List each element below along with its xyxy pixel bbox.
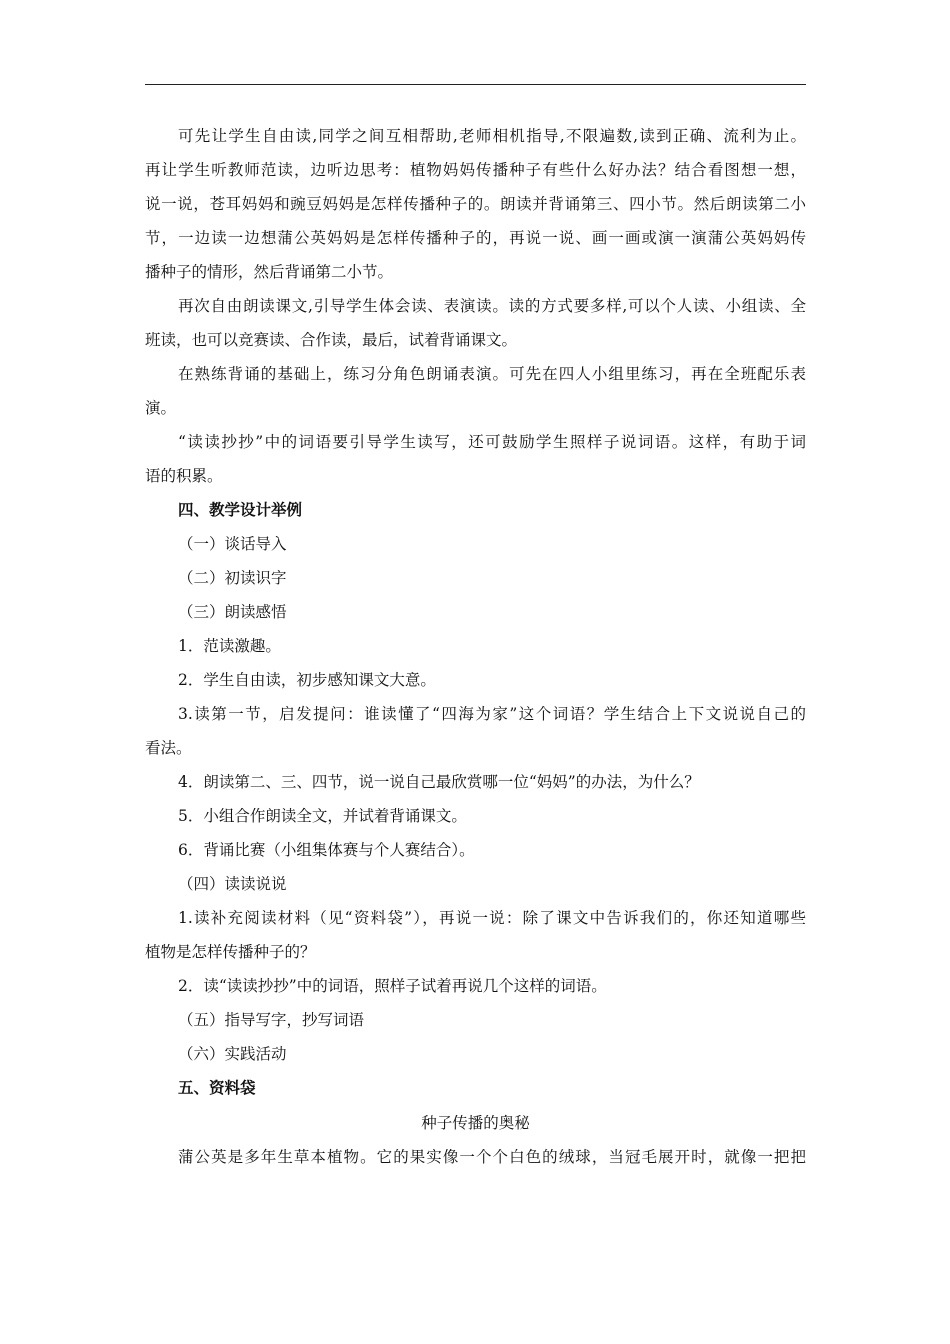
list-item-continuation: 看法。 bbox=[145, 739, 192, 757]
subsection-heading: （二）初读识字 bbox=[178, 569, 287, 587]
section-heading: 四、教学设计举例 bbox=[178, 500, 303, 519]
paragraph-line: “读读抄抄”中的词语要引导学生读写，还可鼓励学生照样子说词语。这样，有助于词 bbox=[178, 433, 806, 451]
paragraph-line: 演。 bbox=[145, 399, 177, 417]
list-item: 5．小组合作朗读全文，并试着背诵课文。 bbox=[178, 807, 467, 825]
paragraph-line: 再让学生听教师范读，边听边思考：植物妈妈传播种子有些什么好办法？结合看图想一想， bbox=[145, 161, 806, 179]
paragraph-line: 说一说，苍耳妈妈和豌豆妈妈是怎样传播种子的。朗读并背诵第三、四小节。然后朗读第二小 bbox=[145, 195, 806, 213]
paragraph-line: 可先让学生自由读,同学之间互相帮助,老师相机指导,不限遍数,读到正确、流利为止。 bbox=[178, 127, 806, 145]
paragraph-line: 节，一边读一边想蒲公英妈妈是怎样传播种子的，再说一说、画一画或演一演蒲公英妈妈传 bbox=[145, 229, 806, 247]
subsection-heading: （六）实践活动 bbox=[178, 1045, 287, 1063]
article-title: 种子传播的奥秘 bbox=[421, 1114, 530, 1132]
list-item-continuation: 植物是怎样传播种子的？ bbox=[145, 943, 316, 961]
list-item: 1.读补充阅读材料（见“资料袋”），再说一说：除了课文中告诉我们的，你还知道哪些 bbox=[178, 909, 806, 927]
paragraph-line: 语的积累。 bbox=[145, 467, 223, 485]
paragraph-line: 再次自由朗读课文,引导学生体会读、表演读。读的方式要多样,可以个人读、小组读、全 bbox=[178, 297, 806, 315]
list-item: 2．读“读读抄抄”中的词语，照样子试着再说几个这样的词语。 bbox=[178, 977, 607, 995]
header-rule bbox=[145, 84, 806, 85]
section-heading: 五、资料袋 bbox=[178, 1078, 256, 1097]
list-item: 4．朗读第二、三、四节，说一说自己最欣赏哪一位“妈妈”的办法，为什么？ bbox=[178, 773, 700, 791]
subsection-heading: （三）朗读感悟 bbox=[178, 603, 287, 621]
paragraph-line: 在熟练背诵的基础上，练习分角色朗诵表演。可先在四人小组里练习，再在全班配乐表 bbox=[178, 365, 806, 383]
subsection-heading: （一）谈话导入 bbox=[178, 535, 287, 553]
list-item: 1．范读激趣。 bbox=[178, 637, 281, 655]
subsection-heading: （四）读读说说 bbox=[178, 875, 287, 893]
paragraph-line: 班读，也可以竞赛读、合作读，最后，试着背诵课文。 bbox=[145, 331, 518, 349]
list-item: 3.读第一节，启发提问：谁读懂了“四海为家”这个词语？学生结合上下文说说自己的 bbox=[178, 705, 806, 723]
paragraph-line: 播种子的情形，然后背诵第二小节。 bbox=[145, 263, 394, 281]
list-item: 6．背诵比赛（小组集体赛与个人赛结合）。 bbox=[178, 841, 475, 859]
subsection-heading: （五）指导写字，抄写词语 bbox=[178, 1011, 365, 1029]
list-item: 2．学生自由读，初步感知课文大意。 bbox=[178, 671, 436, 689]
paragraph-line: 蒲公英是多年生草本植物。它的果实像一个个白色的绒球，当冠毛展开时，就像一把把 bbox=[178, 1148, 806, 1166]
